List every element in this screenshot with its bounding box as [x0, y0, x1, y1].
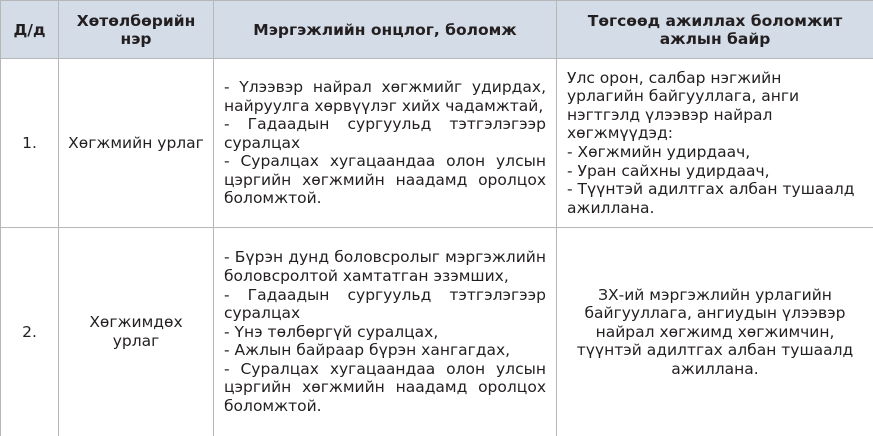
opportunity-item: - Бүрэн дунд боловсролыг мэргэжлийн боловсролтой хамтатган эзэмших,: [224, 248, 546, 285]
row-index: 2.: [1, 228, 59, 436]
opportunity-cell: [214, 59, 557, 228]
header-index: Д/д: [1, 1, 59, 59]
opportunity-item: - Гадаадын сургуульд тэтгэлэгээр суралцах: [224, 285, 546, 323]
opportunity-item: - Ажлын байраар бүрэн хангагдах,: [224, 341, 511, 360]
opportunity-cell: [214, 228, 557, 436]
jobs-cell: [557, 59, 873, 228]
opportunity-item: - Суралцах хугацаандаа олон улсын цэргийн хөгжмийн наадамд оролцох боломжтой.: [224, 359, 546, 416]
table-header-row: [1, 1, 873, 59]
header-jobs: Төгсөөд ажиллах боломжит ажлын байр: [557, 1, 873, 59]
jobs-item: - Уран сайхны удирдаач,: [567, 161, 770, 180]
header-opportunity: Мэргэжлийн онцлог, боломж: [214, 1, 557, 59]
program-name: Хөгжимдөх урлаг: [59, 228, 214, 436]
table-row: [1, 228, 873, 436]
jobs-cell: ЗХ-ий мэргэжлийн урлагийн байгууллага, ангиудын үлээвэр найрал хөгжимд хөгжимчин, түүнтэй адилтгах албан тушаалд ажиллана.: [557, 228, 873, 436]
jobs-item: - Хөгжмийн удирдаач,: [567, 143, 751, 161]
opportunity-item: - Үлээвэр найрал хөгжмийг удирдах, найруулга хөрвүүлэг хийх чадамжтай,: [224, 77, 546, 115]
row-index: 1.: [1, 59, 59, 228]
table-row: [1, 59, 873, 228]
opportunity-item: - Үнэ төлбөргүй суралцах,: [224, 322, 439, 341]
jobs-item: - Түүнтэй адилтгах албан тушаалд ажиллана.: [567, 180, 855, 217]
opportunity-item: - Суралцах хугацаандаа олон улсын цэргийн хөгжмийн наадамд оролцох боломжтой.: [224, 152, 546, 208]
program-name: Хөгжмийн урлаг: [59, 59, 214, 228]
jobs-intro: Улс орон, салбар нэгжийн урлагийн байгууллага, анги нэгтгэлд үлээвэр найрал хөгжмүүдэд:: [567, 68, 800, 143]
opportunity-item: - Гадаадын сургуульд тэтгэлэгээр суралцах: [224, 115, 546, 152]
header-program: Хөтөлбөрийн нэр: [59, 1, 214, 59]
